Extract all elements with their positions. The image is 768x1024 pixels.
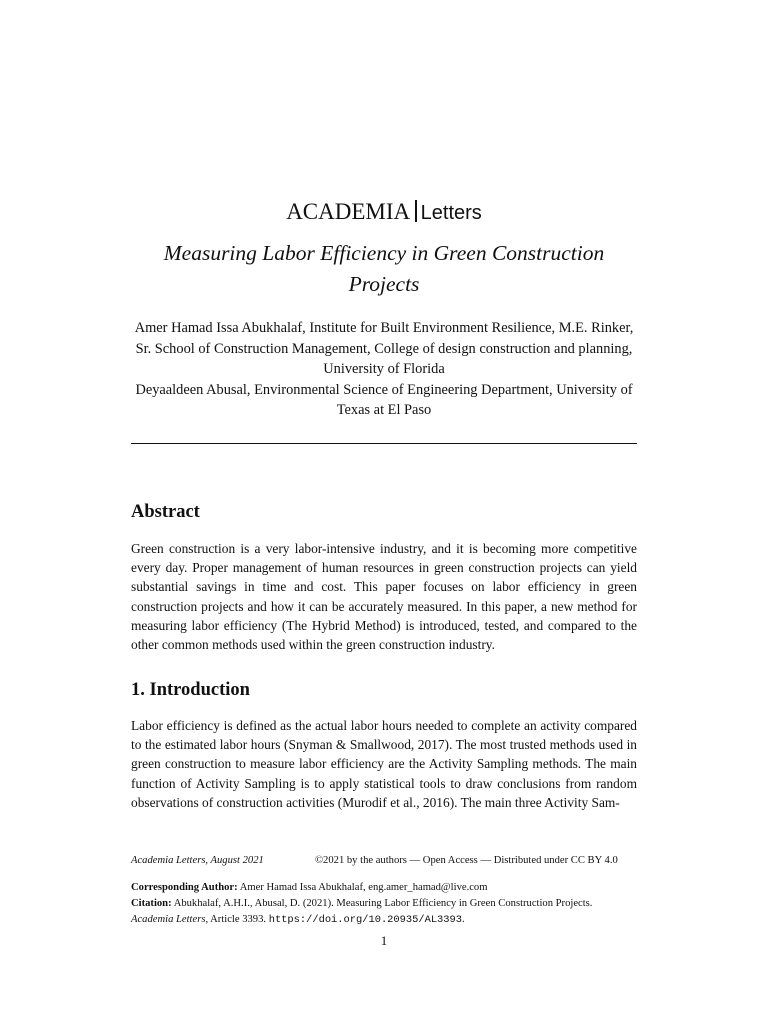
citation-end: . — [462, 914, 465, 925]
author-2-affiliation: Deyaaldeen Abusal, Environmental Science of Engineering Department, University of Texas at El Paso — [135, 381, 633, 418]
footer-journal-line — [131, 853, 637, 869]
abstract-text: Green construction is a very labor-intensive industry, and it is becoming more competitive every day. Proper management of human resources in green construction projects can yield substantial savings in time and cost. This paper focuses on labor efficiency in green construction projects and how it can be accurately measured. In this paper, a new method for measuring labor efficiency (The Hybrid Method) is introduced, tested, and compared to the other common methods used within the green construction industry. — [131, 541, 637, 653]
citation-line-2 — [131, 912, 637, 928]
citation-journal: Academia Letters — [131, 914, 206, 925]
introduction-text: Labor efficiency is defined as the actual labor hours needed to complete an activity compared to the estimated labor hours (Snyman & Smallwood, 2017). The most trusted methods used in green construction to measure labor efficiency are the Activity Sampling methods. The main function of Activity Sampling is to apply statistical tools to draw conclusions from random observations of construction activities (Murodif et al., 2016). The main three Activity Sam- — [131, 718, 637, 810]
masthead-divider — [415, 200, 417, 222]
page-number: 1 — [380, 933, 388, 948]
introduction-heading: 1. Introduction — [131, 680, 250, 700]
citation-label: Citation: — [131, 898, 172, 909]
journal-date: Academia Letters, August 2021 — [131, 855, 264, 866]
corresponding-author-line — [131, 880, 637, 896]
masthead — [0, 196, 768, 229]
masthead-section: Letters — [420, 202, 482, 224]
author-1-affiliation: Amer Hamad Issa Abukhalaf, Institute for Built Environment Resilience, M.E. Rinker, Sr. School of Construction Management, College of design construction and planning, University of Florida — [134, 320, 634, 377]
license-notice: ©2021 by the authors — Open Access — Distributed under CC BY 4.0 — [315, 855, 618, 866]
corresponding-value: Amer Hamad Issa Abukhalaf, eng.amer_hamad@live.com — [239, 882, 488, 893]
author-block — [130, 318, 638, 421]
title-divider — [131, 443, 637, 444]
citation-doi-link[interactable]: https://doi.org/10.20935/AL3393 — [268, 914, 463, 926]
abstract-heading: Abstract — [131, 502, 200, 522]
corresponding-label: Corresponding Author: — [131, 882, 238, 893]
footer-metadata — [131, 880, 637, 928]
paper-title: Measuring Labor Efficiency in Green Construction Projects — [163, 241, 605, 296]
citation-value: Abukhalaf, A.H.I., Abusal, D. (2021). Measuring Labor Efficiency in Green Construction Projects. — [173, 898, 593, 909]
academia-logo: ACADEMIA — [286, 199, 411, 224]
citation-article: , Article 3393. — [205, 914, 269, 925]
citation-line — [131, 896, 637, 912]
